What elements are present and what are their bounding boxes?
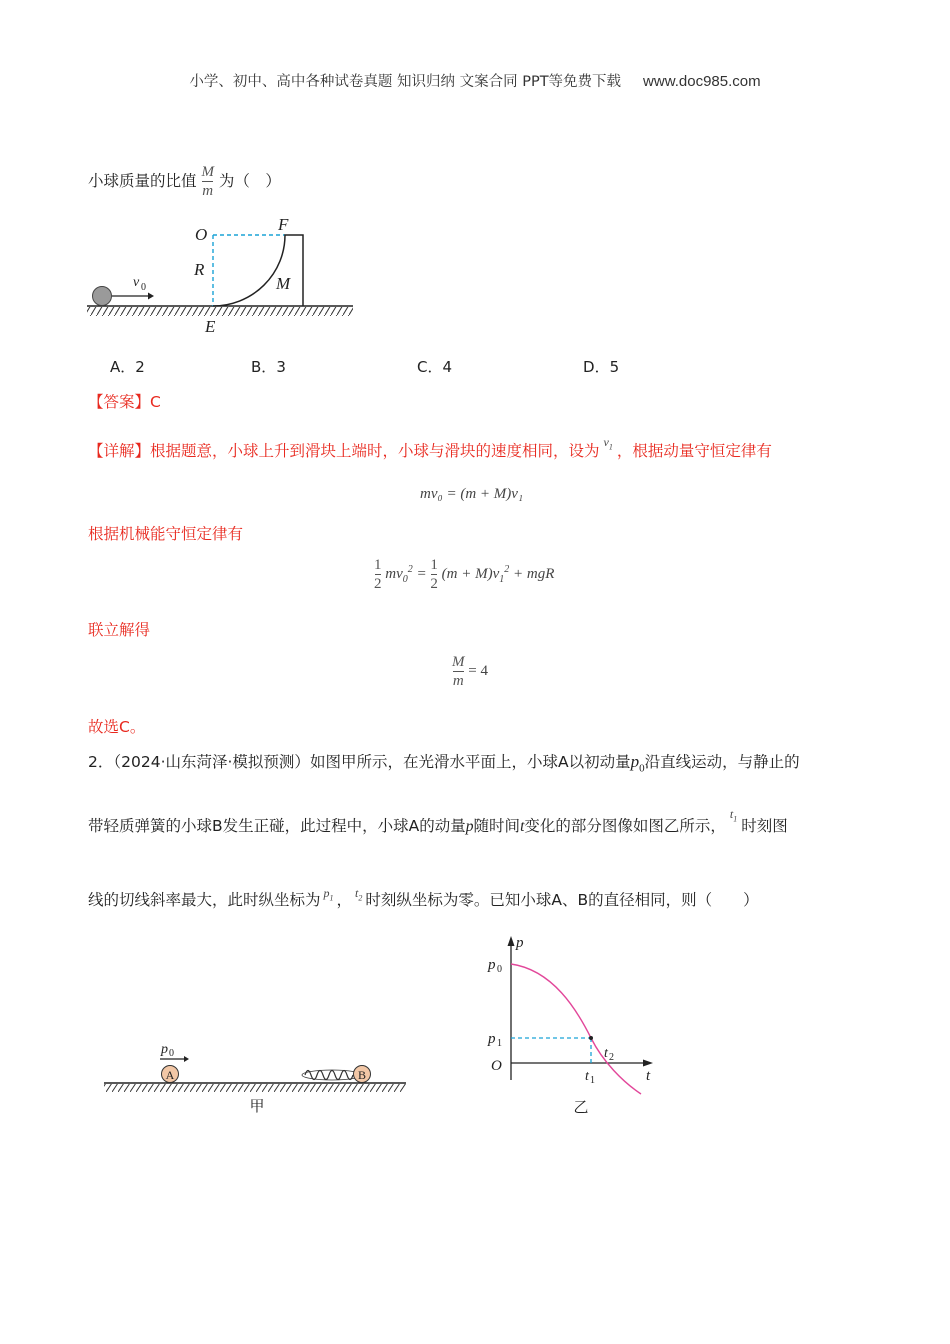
q1-line3: 联立解得 xyxy=(88,621,151,639)
svg-text:1: 1 xyxy=(497,1038,502,1049)
svg-text:p: p xyxy=(488,1031,496,1047)
q1-answer xyxy=(88,391,161,413)
svg-text:t: t xyxy=(604,1046,608,1061)
label-v-sub: 0 xyxy=(141,282,146,293)
ground-hatch xyxy=(87,307,353,316)
q1-stem-post: 为（ ） xyxy=(218,172,281,190)
label-E: E xyxy=(205,317,216,336)
equation-energy: $\frac{1}{2}$ $mv_0^2$ = $\frac{1}{2}$ $(m + M)v_1^2$ + mgR xyxy=(374,557,555,592)
answer-value: C xyxy=(150,393,161,411)
label-M: M xyxy=(276,274,291,293)
slider-block xyxy=(213,235,303,306)
q2-line2: 带轻质弹簧的小球B发生正碰，此过程中，小球A的动量p随时间t变化的部分图像如图乙所示，$^{t_1}$ 时刻图 xyxy=(88,807,788,835)
label-O: O xyxy=(195,225,208,244)
svg-text:A: A xyxy=(165,1068,175,1082)
q1-stem xyxy=(88,163,281,200)
svg-text:t: t xyxy=(646,1068,651,1084)
frac-num: M xyxy=(201,164,214,180)
q2-line3: 线的切线斜率最大，此时纵坐标为 $^{p_1}$ ， $^{t_2}$ 时刻纵坐标为零。已知小球A、B的直径相同，则（ ） xyxy=(88,886,759,909)
label-v: v xyxy=(133,275,140,290)
label-R: R xyxy=(194,260,205,279)
equation-momentum: mv₀ = (m + M)v₁ xyxy=(420,486,524,502)
svg-text:2: 2 xyxy=(609,1052,614,1063)
answer-label: 【答案】 xyxy=(88,393,151,411)
svg-text:1: 1 xyxy=(590,1075,595,1086)
detail-text1: 根据题意，小球上升到滑块上端时，小球与滑块的速度相同，设为 xyxy=(150,442,600,460)
header-text: 小学、初中、高中各种试卷真题 知识归纳 文案合同 PPT等免费下载 xyxy=(189,74,622,90)
q1-figure xyxy=(85,215,357,337)
svg-text:t: t xyxy=(585,1069,589,1084)
q1-conclusion: 故选C。 xyxy=(88,718,146,736)
caption-yi: 乙 xyxy=(573,1098,589,1116)
page-header xyxy=(0,70,950,91)
q2-figure-jia xyxy=(100,1038,410,1120)
svg-text:p: p xyxy=(161,1042,168,1057)
equation-result: $\frac{M}{m}$ = 4 xyxy=(452,654,488,689)
header-site: www.doc985.com xyxy=(643,73,761,90)
q2-line1: 2．（2024·山东菏泽·模拟预测）如图甲所示，在光滑水平面上，小球A以初动量$p_0$沿直线运动，与静止的 xyxy=(88,752,800,775)
label-F: F xyxy=(278,215,289,234)
q1-option-b[interactable]: B．3 xyxy=(251,358,286,376)
spring xyxy=(305,1071,353,1080)
svg-text:B: B xyxy=(357,1068,367,1082)
q1-stem-pre: 小球质量的比值 xyxy=(88,172,197,190)
ball xyxy=(93,287,112,306)
svg-text:p: p xyxy=(516,935,524,951)
detail-text2: ，根据动量守恒定律有 xyxy=(616,442,772,460)
detail-label: 【详解】 xyxy=(88,442,151,460)
q1-stem-fraction xyxy=(201,163,214,200)
caption-jia: 甲 xyxy=(249,1097,265,1115)
q1-option-a[interactable]: A．2 xyxy=(110,358,145,376)
q1-detail xyxy=(88,435,772,468)
svg-text:O: O xyxy=(491,1058,502,1074)
svg-text:p: p xyxy=(488,957,496,973)
svg-text:0: 0 xyxy=(497,964,502,975)
curve xyxy=(511,964,641,1094)
q1-line2: 根据机械能守恒定律有 xyxy=(88,525,244,543)
q1-option-c[interactable]: C．4 xyxy=(417,358,453,376)
detail-symbol: v1 xyxy=(603,435,613,452)
q2-figure-yi xyxy=(483,932,663,1122)
q1-option-d[interactable]: D．5 xyxy=(583,358,620,376)
svg-text:0: 0 xyxy=(169,1048,174,1059)
frac-den: m xyxy=(202,183,214,199)
